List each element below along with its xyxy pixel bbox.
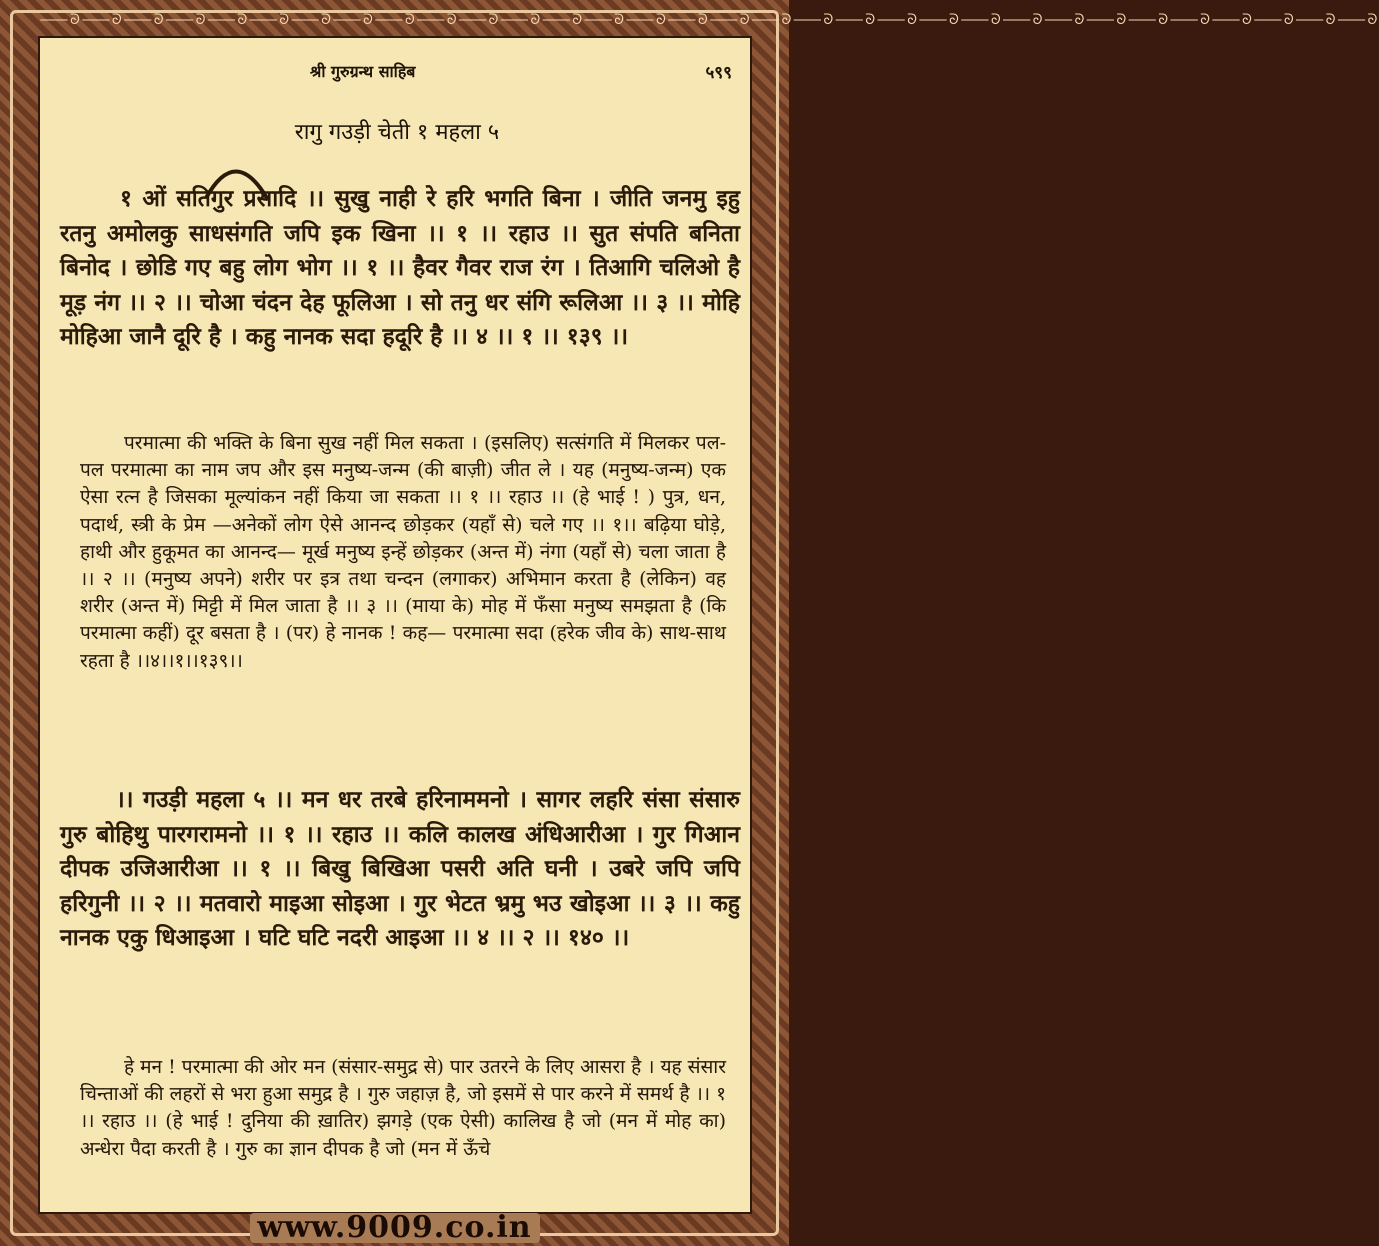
shabad-1-meaning <box>80 430 726 675</box>
raag-heading: रागु गउड़ी चेती १ महला ५ <box>294 120 500 145</box>
shabad-2-verse <box>60 783 740 956</box>
shabad-2-meaning-text: हे मन ! परमात्मा की ओर मन (संसार-समुद्र से) पार उतरने के लिए आसरा है । यह संसार चिन्ताओं की लहरों से भरा हुआ समुद्र है । गुरु जहाज़ है, जो इसमें से पार करने में समर्थ है ।। १ ।। रहाउ ।। (हे भाई ! दुनिया की ख़ातिर) झगड़े (एक ऐसी) कालिख है जो (मन में मोह का) अन्धेरा पैदा करती है । गुरु का ज्ञान दीपक है जो (मन में ऊँचे <box>80 1056 726 1160</box>
shabad-1-meaning-text: परमात्मा की भक्ति के बिना सुख नहीं मिल सकता । (इसलिए) सत्संगति में मिलकर पल-पल परमात्मा का नाम जप और इस मनुष्य-जन्म (की बाज़ी) जीत ले । यह (मनुष्य-जन्म) एक ऐसा रत्न है जिसका मूल्यांकन नहीं किया जा सकता ।। १ ।। रहाउ ।। (हे भाई ! ) पुत्र, धन, पदार्थ, स्त्री के प्रेम —अनेकों लोग ऐसे आनन्द छोड़कर (यहाँ से) चले गए ।। १।। बढ़िया घोड़े, हाथी और हुकूमत का आनन्द— मूर्ख मनुष्य इन्हें छोड़कर (अन्त में) नंगा (यहाँ से) चला जाता है ।। २ ।। (मनुष्य अपने) शरीर पर इत्र तथा चन्दन (लगाकर) अभिमान करता है (लेकिन) वह शरीर (अन्त में) मिट्टी में मिल जाता है ।। ३ ।। (माया के) मोह में फँसा मनुष्य समझता है (कि परमात्मा कहीं) दूर बसता है । (पर) हे नानक ! कह— परमात्मा सदा (हरेक जीव के) साथ-साथ रहता है ।।४।।१।।१३९।। <box>80 432 726 672</box>
frame-scroll-ornament-top: ⸺ᘐ⸺ᘐ⸺ᘐ⸺ᘐ⸺ᘐ⸺ᘐ⸺ᘐ⸺ᘐ⸺ᘐ⸺ᘐ⸺ᘐ⸺ᘐ⸺ᘐ⸺ᘐ⸺ᘐ⸺ᘐ⸺ᘐ⸺ᘐ⸺ᘐ⸺ᘐ⸺ᘐ⸺ᘐ⸺ᘐ⸺ᘐ⸺ᘐ⸺ᘐ⸺ᘐ⸺ᘐ⸺ᘐ⸺ᘐ⸺ᘐ⸺ᘐ <box>40 12 1379 28</box>
page-header <box>40 60 754 84</box>
page-number: ५९९ <box>705 63 732 83</box>
scripture-page <box>38 36 752 1214</box>
website-link[interactable]: www.9009.co.in <box>257 1210 532 1245</box>
book-title: श्री गुरुग्रन्थ साहिब <box>310 62 416 81</box>
shabad-2-text: ।। गउड़ी महला ५ ।। मन धर तरबे हरिनाममनो । सागर लहरि संसा संसारु गुरु बोहिथु पारगरामनो ।। १ ।। रहाउ ।। कलि कालख अंधिआरीआ । गुर गिआन दीपक उजिआरीआ ।। १ ।। बिखु बिखिआ पसरी अति घनी । उबरे जपि जपि हरिगुनी ।। २ ।। मतवारो माइआ सोइआ । गुर भेटत भ्रमु भउ खोइआ ।। ३ ।। कहु नानक एकु धिआइआ । घटि घटि नदरी आइआ ।। ४ ।। २ ।। १४० ।। <box>60 786 740 951</box>
shabad-1-verse <box>60 182 740 355</box>
shabad-2-meaning <box>80 1054 726 1163</box>
shabad-1-text: १ ओं सतिगुर प्रसादि ।। सुखु नाही रे हरि भगति बिना । जीति जनमु इहु रतनु अमोलकु साधसंगति जपि इक खिना ।। १ ।। रहाउ ।। सुत संपति बनिता बिनोद । छोडि गए बहु लोग भोग ।। १ ।। हैवर गैवर राज रंग । तिआगि चलिओ है मूड़ नंग ।। २ ।। चोआ चंदन देह फूलिआ । सो तनु धर संगि रूलिआ ।। ३ ।। मोहि मोहिआ जानै दूरि है । कहु नानक सदा हदूरि है ।। ४ ।। १ ।। १३९ ।। <box>60 185 740 350</box>
